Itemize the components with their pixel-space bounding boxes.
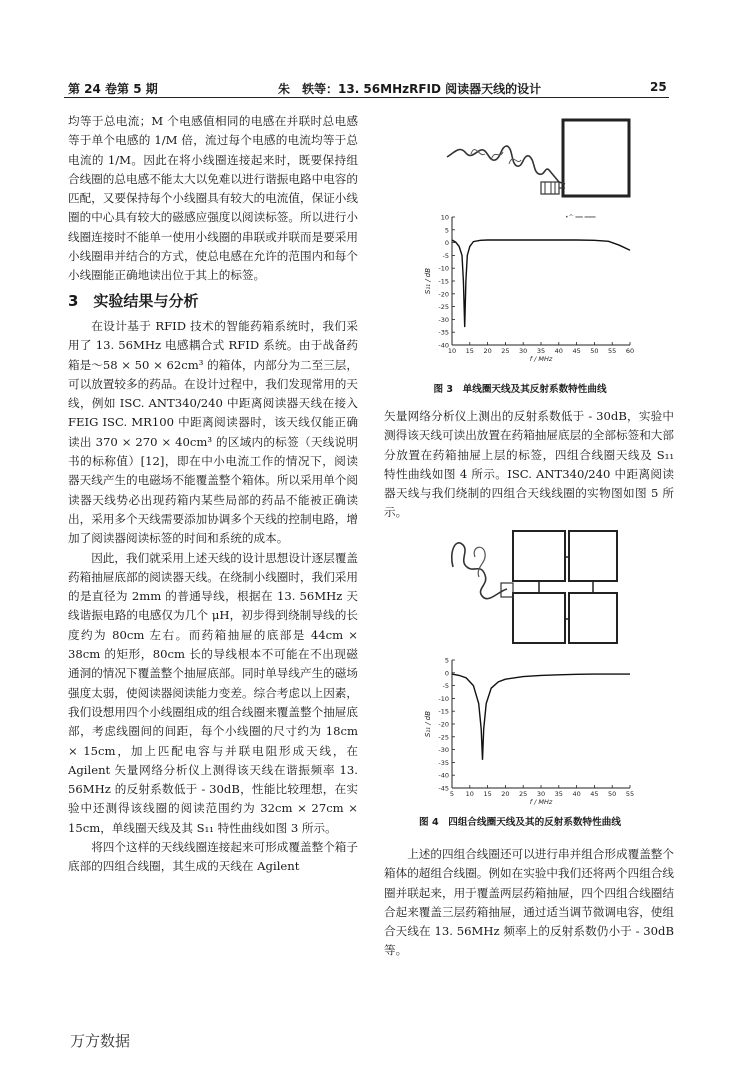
x-tick-label: 20: [501, 790, 510, 798]
y-tick-label: -35: [438, 758, 449, 767]
x-tick-label: 35: [554, 790, 563, 798]
header-rule: [64, 97, 669, 98]
paragraph: 矢量网络分析仪上测出的反射系数低于 - 30dB，实验中测得该天线可读出放置在药箱抽屉底层的全部标签和大部分放置在药箱抽屉上层的标签，四组合线圈天线及 S₁₁ 特性曲线如图 4 所示。ISC. ANT340/240 中距离阅读器天线与我们绕制的四组合天线线圈的实物图如图 5 所示。: [384, 409, 674, 520]
figure3-caption: 图 3 单线圈天线及其反射系数特性曲线: [433, 384, 607, 395]
x-tick-label: 15: [483, 790, 492, 798]
page-number: 25: [650, 80, 667, 94]
x-tick-label: 35: [536, 347, 546, 355]
y-tick-label: -15: [438, 707, 449, 716]
x-tick-label: 20: [483, 347, 492, 355]
y-tick-label: -15: [438, 277, 449, 286]
y-tick-label: -20: [438, 290, 449, 299]
x-tick-label: 55: [625, 790, 635, 798]
coil-4: [569, 593, 617, 643]
y-tick-label: -25: [438, 303, 449, 312]
running-title: 朱 轶等：13. 56MHzRFID 阅读器天线的设计: [278, 82, 542, 96]
y-tick-label: -10: [438, 264, 449, 273]
series-line: [452, 674, 630, 760]
x-tick-label: 45: [590, 790, 599, 798]
y-tick-label: -40: [438, 771, 449, 780]
journal-issue: 第 24 卷第 5 期: [68, 82, 158, 96]
x-tick-label: 5: [449, 790, 455, 798]
x-tick-label: 15: [465, 347, 474, 355]
series-line: [452, 240, 630, 327]
coil-2: [569, 531, 617, 581]
figure4-antenna-illustration: [445, 527, 625, 647]
feed-cable: [452, 543, 507, 599]
y-axis-label: S₁₁ / dB: [424, 710, 432, 738]
y-tick-label: 5: [444, 656, 449, 665]
y-tick-label: -30: [438, 746, 449, 755]
x-tick-label: 50: [590, 347, 599, 355]
x-tick-label: 25: [501, 347, 510, 355]
right-column-top: [384, 407, 674, 523]
coil-1: [513, 531, 565, 581]
x-tick-label: 45: [572, 347, 581, 355]
paragraph: 因此，我们就采用上述天线的设计思想设计逐层覆盖药箱抽屉底部的阅读器天线。在绕制小线圈时，我们采用的是直径为 2mm 的普通导线，根据在 13. 56MHz 天线谐振电路的电感仅为几个 μH，初步得到绕制导线的长度约为 80cm 左右。而药箱抽屉的底部是 44cm × 38cm 的矩形，80cm 长的导线根本不可能在不出现磁通洞的情况下覆盖整个抽屉底部。同时单导线产生的磁场强度太弱，使阅读器阅读能力变差。综合考虑以上因素，我们设想用四个小线圈组成的组合线圈来覆盖整个抽屉底部，考虑线圈间的间距，每个小线圈的尺寸约为 18cm × 15cm，加上匹配电容与并联电阻形成天线，在 Agilent 矢量网络分析仪上测得该天线在谐振频率 13. 56MHz 的反射系数低于 - 30dB，性能比较理想，在实验中还测得该线圈的阅读范围约为 32cm × 27cm × 15cm，单线圈天线及其 S₁₁ 特性曲线如图 3 所示。: [68, 550, 358, 835]
x-tick-label: 40: [572, 790, 581, 798]
y-tick-label: -25: [438, 733, 449, 742]
x-tick-label: 25: [519, 790, 528, 798]
x-tick-label: 55: [608, 347, 617, 355]
y-tick-label: 0: [444, 239, 449, 248]
coil-3: [513, 593, 565, 643]
x-axis-label: f / MHz: [529, 798, 553, 806]
x-axis-label: f / MHz: [529, 355, 553, 363]
y-tick-label: -35: [438, 328, 449, 337]
right-column-bottom: [384, 845, 674, 961]
y-tick-label: -5: [442, 251, 449, 260]
single-coil-loop: [563, 120, 629, 196]
matching-circuit-board: [541, 182, 559, 194]
y-tick-label: -30: [438, 315, 449, 324]
x-tick-label: 40: [554, 347, 563, 355]
section-heading: 3 实验结果与分析: [68, 291, 199, 310]
wanfang-watermark: 万方数据: [70, 1032, 131, 1050]
x-tick-label: 30: [519, 347, 528, 355]
y-tick-label: 10: [440, 213, 449, 222]
x-tick-label: 10: [465, 790, 474, 798]
figure4-chart: [400, 648, 640, 808]
y-tick-label: -5: [442, 682, 449, 691]
figure4-caption: 图 4 四组合线圈天线及其的反射系数特性曲线: [419, 817, 621, 828]
y-tick-label: -20: [438, 720, 449, 729]
x-tick-label: 60: [625, 347, 635, 355]
figure3-chart: [400, 205, 640, 370]
figure3-antenna-illustration: [445, 112, 645, 212]
coaxial-cable: [447, 146, 565, 184]
y-tick-label: 0: [444, 669, 449, 678]
paragraph: 将四个这样的天线线圈连接起来可形成覆盖整个箱子底部的四组合线圈，其生成的天线在 Agilent: [68, 839, 358, 874]
y-tick-label: -45: [438, 784, 449, 793]
y-tick-label: -10: [438, 694, 449, 703]
y-tick-label: -40: [438, 341, 449, 350]
y-tick-label: 5: [444, 226, 449, 235]
figure3-legend-text: •^ ━━ ━━━: [565, 214, 596, 221]
x-tick-label: 50: [608, 790, 617, 798]
y-axis-label: S₁₁ / dB: [424, 267, 432, 295]
left-column: [68, 112, 358, 877]
paragraph: 均等于总电流；M 个电感值相同的电感在并联时总电感等于单个电感的 1/M 倍，流过每个电感的电流均等于总电流的 1/M。因此在将小线圈连接起来时，既要保持组合线圈的总电感不能太大以免难以进行谐振电路中电容的匹配，又要保持每个小线圈具有较大的电流值，保证小线圈的中心具有较大的磁感应强度以阅读标签。所以进行小线圈连接时不能单一使用小线圈的串联或并联而是要采用小线圈串并结合的方式，使总电感在允许的范围内和每个小线圈能正确地读出位于其上的标签。: [68, 114, 358, 283]
paragraph: 在设计基于 RFID 技术的智能药箱系统时，我们采用了 13. 56MHz 电感耦合式 RFID 系统。由于战备药箱是～58 × 50 × 62cm³ 的箱体，内部分为二至三层，可以放置较多的药品。在设计过程中，我们发现常用的天线，例如 ISC. ANT340/240 中距离阅读器天线在接入 FEIG ISC. MR100 中距离阅读器时，该天线仅能正确读出 370 × 270 × 40cm³ 的区域内的标签（天线说明书的标称值）[12]，即在中小电流工作的情况下，阅读器天线产生的电磁场不能覆盖整个箱体。所以采用单个阅读器天线势必出现药箱内某些局部的药品不能被正确读出，采用多个天线需要添加协调多个天线的控制电路，增加了阅读器阅读标签的时间和系统的成本。: [68, 318, 358, 546]
paragraph: 上述的四组合线圈还可以进行串并组合形成覆盖整个箱体的超组合线圈。例如在实验中我们还将两个四组合线圈并联起来，用于覆盖两层药箱抽屉，四个四组合线圈结合起来覆盖三层药箱抽屉，通过适当调节微调电容，使组合天线在 13. 56MHz 频率上的反射系数仍小于 - 30dB 等。: [384, 847, 674, 958]
x-tick-label: 30: [536, 790, 546, 798]
x-tick-label: 10: [447, 347, 457, 355]
